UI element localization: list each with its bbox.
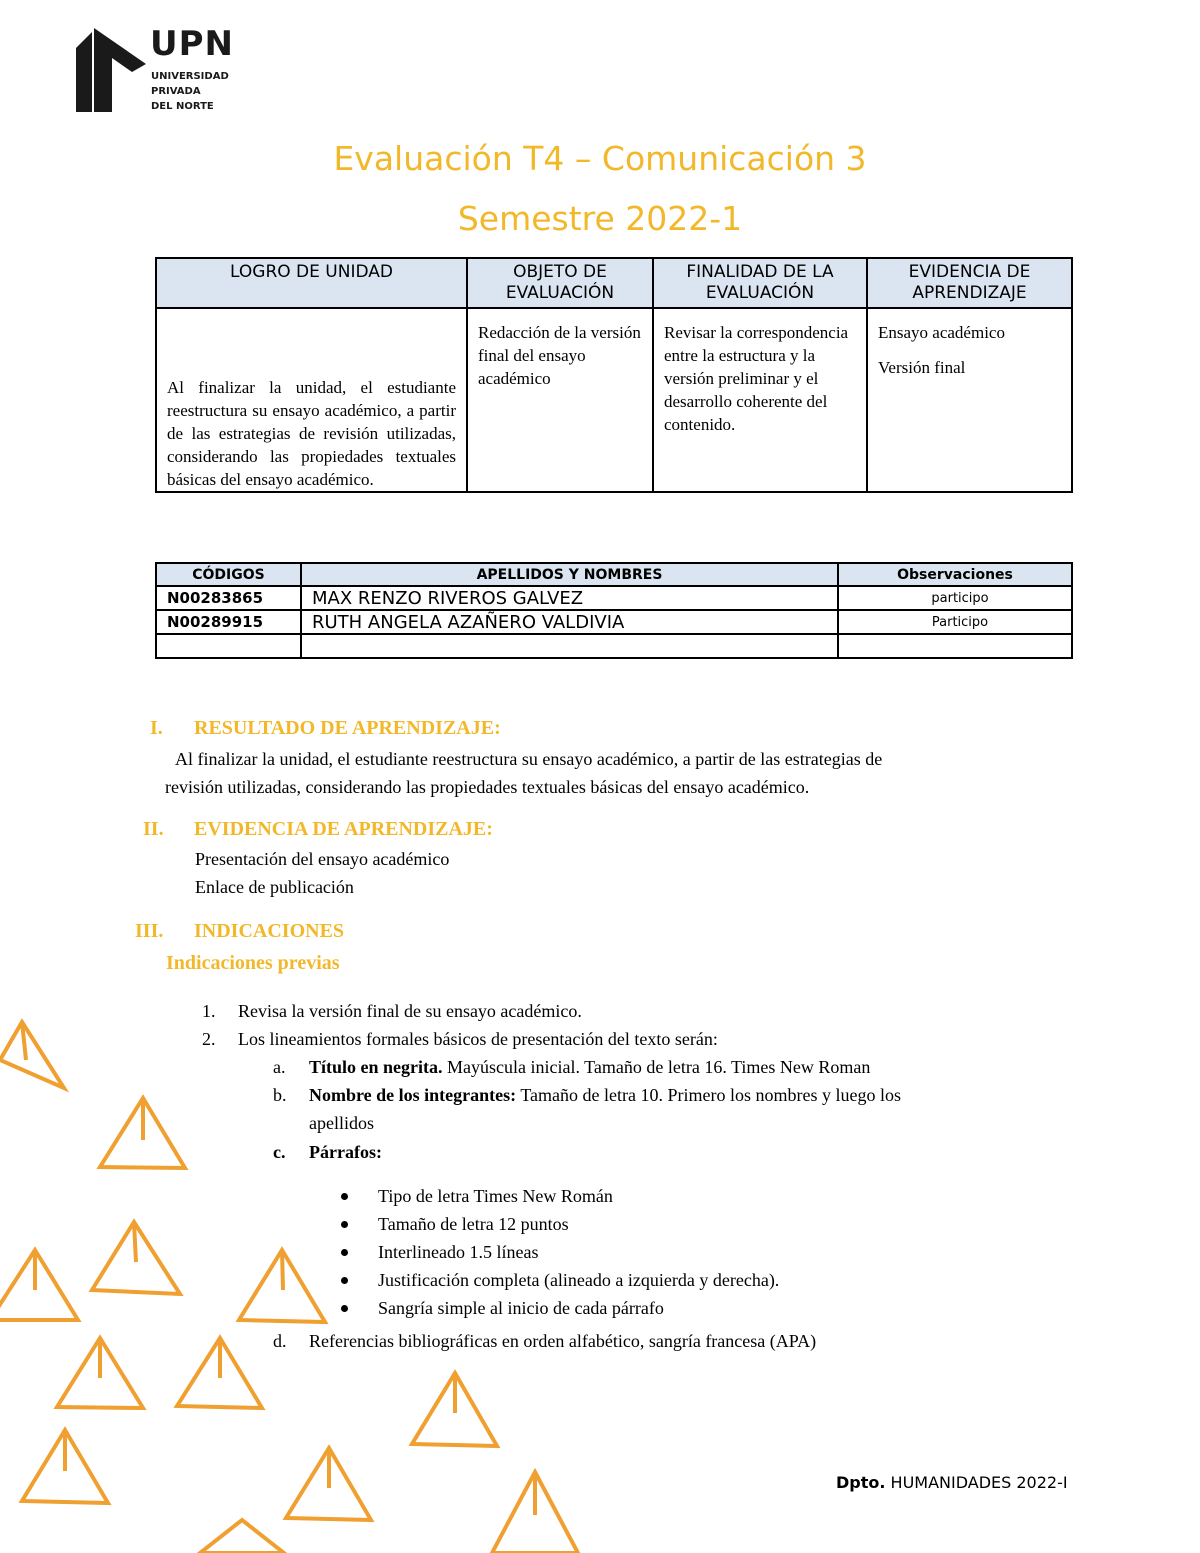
header-nombres: APELLIDOS Y NOMBRES	[301, 563, 838, 586]
sub-item-a	[309, 1053, 870, 1081]
list-item: Revisa la versión final de su ensayo académico.	[238, 1001, 582, 1021]
bullet-item: Sangría simple al inicio de cada párrafo	[378, 1298, 664, 1318]
triangle-shape	[177, 1338, 262, 1408]
page-title: Evaluación T4 – Comunicación 3	[333, 139, 867, 178]
header-evidencia: EVIDENCIA DE APRENDIZAJE	[867, 258, 1072, 308]
triangle-shape	[412, 1373, 497, 1446]
bullet-item: Tipo de letra Times New Román	[378, 1186, 613, 1206]
section3-subheading: Indicaciones previas	[166, 952, 340, 974]
header-finalidad: FINALIDAD DE LA EVALUACIÓN	[653, 258, 867, 308]
sub-letter: d.	[273, 1331, 287, 1351]
table-row	[156, 634, 1072, 658]
sub-item-d: Referencias bibliográficas en orden alfabético, sangría francesa (APA)	[309, 1331, 817, 1351]
triangle-shape	[286, 1448, 371, 1520]
student-observation: Participo	[838, 610, 1072, 634]
student-code: N00283865	[156, 586, 301, 610]
triangle-shape	[492, 1472, 578, 1553]
evidence-item: Enlace de publicación	[195, 877, 354, 897]
triangle-shape	[0, 1022, 64, 1088]
section2-number: II.	[143, 818, 164, 840]
students-table	[155, 562, 1073, 659]
triangle-shape	[22, 1430, 108, 1503]
table-row	[156, 586, 1072, 610]
footer-text: HUMANIDADES 2022-I	[885, 1473, 1068, 1492]
student-code	[156, 634, 301, 658]
triangle-shape	[100, 1098, 185, 1168]
bullet-icon	[341, 1249, 348, 1256]
header-objeto: OBJETO DE EVALUACIÓN	[467, 258, 653, 308]
student-name: RUTH ANGELA AZAÑERO VALDIVIA	[301, 610, 838, 634]
section1-number: I.	[150, 717, 163, 739]
evaluation-table	[155, 257, 1073, 493]
upn-logo	[76, 24, 236, 114]
evidencia-item: Versión final	[878, 358, 966, 377]
bullet-item: Interlineado 1.5 líneas	[378, 1242, 539, 1262]
bullet-icon	[341, 1305, 348, 1312]
cell-finalidad: Revisar la correspondencia entre la estructura y la versión preliminar y el desarrollo coherente del contenido.	[653, 308, 867, 492]
triangle-shape	[0, 1250, 78, 1320]
section3-number: III.	[135, 920, 164, 942]
sub-item-b-bold: Nombre de los integrantes:	[309, 1085, 517, 1105]
student-name	[301, 634, 838, 658]
header-observaciones: Observaciones	[838, 563, 1072, 586]
evidence-item: Presentación del ensayo académico	[195, 849, 450, 869]
header-logro: LOGRO DE UNIDAD	[156, 258, 467, 308]
bullet-icon	[341, 1221, 348, 1228]
triangle-shape	[92, 1222, 180, 1294]
evidencia-item: Ensayo académico	[878, 323, 1005, 342]
bullet-icon	[341, 1277, 348, 1284]
table-row	[156, 610, 1072, 634]
logo-line3: DEL NORTE	[151, 101, 214, 112]
list-number: 1.	[202, 1001, 216, 1021]
section3-heading: INDICACIONES	[194, 920, 345, 942]
sub-item-a-bold: Título en negrita.	[309, 1057, 443, 1077]
triangle-shape	[57, 1338, 143, 1408]
cell-evidencia	[867, 308, 1072, 492]
student-code: N00289915	[156, 610, 301, 634]
section1-line: revisión utilizadas, considerando las propiedades textuales básicas del ensayo académico.	[165, 777, 810, 797]
section2-heading: EVIDENCIA DE APRENDIZAJE:	[194, 818, 493, 840]
logo-arrow-icon	[76, 28, 148, 112]
list-item: Los lineamientos formales básicos de presentación del texto serán:	[238, 1029, 718, 1049]
list-number: 2.	[202, 1029, 216, 1049]
sub-letter: c.	[273, 1142, 286, 1162]
student-observation: participo	[838, 586, 1072, 610]
sub-item-b	[309, 1081, 901, 1109]
student-name: MAX RENZO RIVEROS GALVEZ	[301, 586, 838, 610]
cell-objeto: Redacción de la versión final del ensayo académico	[467, 308, 653, 492]
logro-text: Al finalizar la unidad, el estudiante reestructura su ensayo académico, a partir de las estrategias de revisión utilizadas, considerando las propiedades textuales básicas del ensayo académico.	[167, 378, 456, 489]
bullet-item: Justificación completa (alineado a izquierda y derecha).	[378, 1270, 780, 1290]
bullet-item: Tamaño de letra 12 puntos	[378, 1214, 569, 1234]
triangle-shape	[200, 1520, 284, 1553]
sub-item-b-text: Tamaño de letra 10. Primero los nombres y luego los	[516, 1085, 901, 1105]
sub-item-a-text: Mayúscula inicial. Tamaño de letra 16. Times New Roman	[442, 1057, 871, 1077]
header-codigos: CÓDIGOS	[156, 563, 301, 586]
footer-bold: Dpto.	[836, 1473, 886, 1492]
sub-letter: a.	[273, 1057, 286, 1077]
sub-item-b-cont: apellidos	[309, 1113, 374, 1133]
footer-department	[836, 1473, 1068, 1492]
student-observation	[838, 634, 1072, 658]
logo-line1: UNIVERSIDAD	[151, 71, 229, 82]
sub-letter: b.	[273, 1085, 287, 1105]
cell-logro	[156, 308, 467, 492]
page-subtitle: Semestre 2022-1	[457, 199, 743, 238]
triangle-shape	[239, 1250, 325, 1322]
sub-item-c: Párrafos:	[309, 1142, 382, 1162]
logo-mark: UPN	[150, 24, 234, 64]
section1-heading: RESULTADO DE APRENDIZAJE:	[194, 717, 501, 739]
bullet-icon	[341, 1193, 348, 1200]
section1-line: Al finalizar la unidad, el estudiante reestructura su ensayo académico, a partir de las estrategias de	[175, 749, 883, 769]
logo-line2: PRIVADA	[151, 86, 201, 97]
